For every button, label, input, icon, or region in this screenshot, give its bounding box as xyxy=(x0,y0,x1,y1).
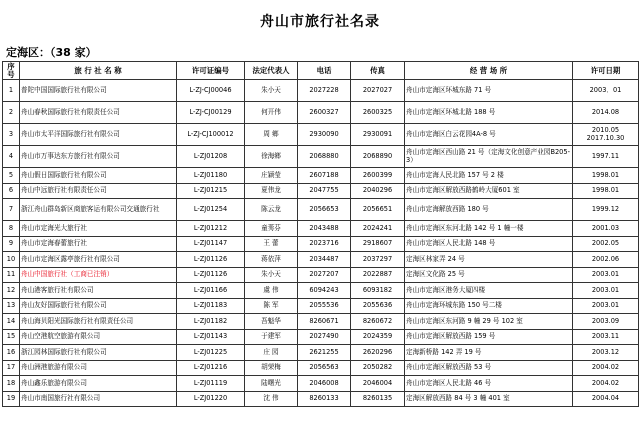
cell-phone: 2056653 xyxy=(298,199,351,221)
table-row xyxy=(3,252,639,268)
cell-name: 舟山市定海春蕾旅行社 xyxy=(20,236,177,252)
cell-fax: 2037297 xyxy=(351,252,405,268)
cell-seq: 2 xyxy=(3,102,20,124)
cell-phone: 8260671 xyxy=(298,314,351,330)
cell-date: 2003.11 xyxy=(573,329,639,345)
cell-license: L-ZJ01180 xyxy=(177,168,245,184)
cell-phone: 2043488 xyxy=(298,221,351,237)
cell-date: 2002.05 xyxy=(573,236,639,252)
table-row xyxy=(3,360,639,376)
cell-seq: 15 xyxy=(3,329,20,345)
cell-license: L-ZJ01182 xyxy=(177,314,245,330)
cell-rep: 何开伟 xyxy=(245,102,298,124)
cell-seq: 4 xyxy=(3,146,20,168)
cell-fax: 2024359 xyxy=(351,329,405,345)
cell-name: 舟山海贝阳光国际旅行社有限责任公司 xyxy=(20,314,177,330)
cell-phone: 2027490 xyxy=(298,329,351,345)
cell-rep: 周 鄉 xyxy=(245,124,298,146)
cell-date: 2003．01 xyxy=(573,80,639,102)
cell-seq: 5 xyxy=(3,168,20,184)
table-row xyxy=(3,124,639,146)
cell-rep: 朱小天 xyxy=(245,80,298,102)
cell-rep: 吾魁华 xyxy=(245,314,298,330)
cell-phone: 2055536 xyxy=(298,298,351,314)
cell-rep: 陈云龙 xyxy=(245,199,298,221)
cell-rep: 徐海鄉 xyxy=(245,146,298,168)
cell-seq: 17 xyxy=(3,360,20,376)
cell-rep: 王 蕾 xyxy=(245,236,298,252)
table-row xyxy=(3,168,639,184)
cell-seq: 12 xyxy=(3,283,20,299)
cell-address: 舟山市定海区环城东路 71 号 xyxy=(405,80,573,102)
table-row xyxy=(3,183,639,199)
cell-phone: 2068880 xyxy=(298,146,351,168)
cell-date: 2004.02 xyxy=(573,376,639,392)
cell-phone: 2930090 xyxy=(298,124,351,146)
cell-name: 舟山市太平洋国际旅行社有限公司 xyxy=(20,124,177,146)
cell-fax: 2918607 xyxy=(351,236,405,252)
cell-fax: 2055636 xyxy=(351,298,405,314)
cell-license: L-ZJ01208 xyxy=(177,146,245,168)
cell-name: 浙江舟山群岛新区商旅客运有限公司交通旅行社 xyxy=(20,199,177,221)
cell-date: 2003.01 xyxy=(573,283,639,299)
cell-rep: 于建军 xyxy=(245,329,298,345)
cell-license: L-ZJ01119 xyxy=(177,376,245,392)
cell-phone: 2046008 xyxy=(298,376,351,392)
cell-phone: 2034487 xyxy=(298,252,351,268)
cell-seq: 6 xyxy=(3,183,20,199)
cell-seq: 10 xyxy=(3,252,20,268)
cell-address: 定海区林家弄 24 号 xyxy=(405,252,573,268)
table-row xyxy=(3,236,639,252)
agency-table xyxy=(2,61,639,407)
cell-date: 2003.01 xyxy=(573,267,639,283)
cell-address: 舟山市定海区白云花园4A-8 号 xyxy=(405,124,573,146)
cell-address: 定海区解放西路 84 号 3 幢 401 室 xyxy=(405,391,573,407)
cell-date: 2003.12 xyxy=(573,345,639,361)
cell-date: 1997.11 xyxy=(573,146,639,168)
header-address: 经 营 场 所 xyxy=(405,62,573,80)
cell-name: 舟山鑫乐旅游有限公司 xyxy=(20,376,177,392)
cell-address: 舟山市定海区解放西路鹤岭大厦601 室 xyxy=(405,183,573,199)
cell-name: 普陀中国国际旅行社有限公司 xyxy=(20,80,177,102)
cell-address: 定海新桥路 142 弄 19 号 xyxy=(405,345,573,361)
cell-name: 舟山友好国际旅行社有限公司 xyxy=(20,298,177,314)
cell-fax: 2600325 xyxy=(351,102,405,124)
cell-address: 舟山市定海人民北路 157 号 2 楼 xyxy=(405,168,573,184)
cell-fax: 2600399 xyxy=(351,168,405,184)
cell-rep: 陆曙光 xyxy=(245,376,298,392)
table-header-row xyxy=(3,62,639,80)
cell-address: 舟山市定海区解放西路 159 号 xyxy=(405,329,573,345)
cell-phone: 2023716 xyxy=(298,236,351,252)
header-seq: 序号 xyxy=(3,62,20,80)
cell-phone: 2047755 xyxy=(298,183,351,199)
cell-seq: 19 xyxy=(3,391,20,407)
cell-license: L-ZJ01166 xyxy=(177,283,245,299)
cell-address: 舟山市定海区人民北路 46 号 xyxy=(405,376,573,392)
cell-fax: 2930091 xyxy=(351,124,405,146)
cell-name: 舟山市万事达东方旅行社有限公司 xyxy=(20,146,177,168)
cell-date: 1998.01 xyxy=(573,183,639,199)
table-row xyxy=(3,329,639,345)
cell-date: 2002.06 xyxy=(573,252,639,268)
cell-license: L-ZJ01215 xyxy=(177,183,245,199)
cell-date: 2010.05 2017.10.30 xyxy=(573,124,639,146)
table-row xyxy=(3,267,639,283)
cell-fax: 2068890 xyxy=(351,146,405,168)
cell-license: L-ZJ-CJ00046 xyxy=(177,80,245,102)
cell-rep: 庄颖莹 xyxy=(245,168,298,184)
cell-seq: 3 xyxy=(3,124,20,146)
cell-fax: 2022887 xyxy=(351,267,405,283)
table-row xyxy=(3,314,639,330)
header-date: 许可日期 xyxy=(573,62,639,80)
cell-address: 舟山市定海环城东路 150 号二楼 xyxy=(405,298,573,314)
table-row xyxy=(3,391,639,407)
cell-seq: 1 xyxy=(3,80,20,102)
cell-phone: 2027228 xyxy=(298,80,351,102)
cell-phone: 2600327 xyxy=(298,102,351,124)
cell-seq: 8 xyxy=(3,221,20,237)
cell-date: 1998.01 xyxy=(573,168,639,184)
cell-fax: 2056651 xyxy=(351,199,405,221)
table-row xyxy=(3,199,639,221)
cell-fax: 8260672 xyxy=(351,314,405,330)
cell-address: 舟山市定海区解放西路 53 号 xyxy=(405,360,573,376)
cell-fax: 2050282 xyxy=(351,360,405,376)
cell-fax: 6093182 xyxy=(351,283,405,299)
cell-rep: 胡荣梅 xyxy=(245,360,298,376)
cell-name: 舟山中远旅行社有限责任公司 xyxy=(20,183,177,199)
header-phone: 电话 xyxy=(298,62,351,80)
cell-fax: 2027027 xyxy=(351,80,405,102)
cell-license: L-ZJ-CJ100012 xyxy=(177,124,245,146)
cell-phone: 2027207 xyxy=(298,267,351,283)
cell-name: 舟山假日国际旅行社有限公司 xyxy=(20,168,177,184)
cell-seq: 16 xyxy=(3,345,20,361)
cell-seq: 14 xyxy=(3,314,20,330)
cell-seq: 13 xyxy=(3,298,20,314)
cell-address: 舟山市定海区人民北路 148 号 xyxy=(405,236,573,252)
cell-fax: 8260135 xyxy=(351,391,405,407)
cell-date: 2001.03 xyxy=(573,221,639,237)
table-row xyxy=(3,298,639,314)
cell-name: 舟山市南国旅行社有限公司 xyxy=(20,391,177,407)
cell-phone: 2607188 xyxy=(298,168,351,184)
cell-name: 舟山中国旅行社（工商已注销） xyxy=(20,267,177,283)
cell-rep: 蒋依萍 xyxy=(245,252,298,268)
cell-date: 2003.01 xyxy=(573,298,639,314)
cell-rep: 夏伟龙 xyxy=(245,183,298,199)
header-rep: 法定代表人 xyxy=(245,62,298,80)
cell-name: 舟山市定海区露亭旅行社有限公司 xyxy=(20,252,177,268)
cell-fax: 2040296 xyxy=(351,183,405,199)
cell-address: 舟山市定海区东河路 9 幢 29 号 102 室 xyxy=(405,314,573,330)
district-label: 定海区：（38 家） xyxy=(6,46,97,59)
cell-date: 2004.02 xyxy=(573,360,639,376)
header-fax: 传真 xyxy=(351,62,405,80)
cell-license: L-ZJ01183 xyxy=(177,298,245,314)
cell-license: L-ZJ01126 xyxy=(177,252,245,268)
cell-license: L-ZJ01143 xyxy=(177,329,245,345)
cell-address: 舟山市定海区环城北路 188 号 xyxy=(405,102,573,124)
cell-address: 舟山市定海区西山路 21 号（定海文化创意产业园B205-3） xyxy=(405,146,573,168)
cell-rep: 童莠芬 xyxy=(245,221,298,237)
cell-name: 浙江园林国际旅行社有限公司 xyxy=(20,345,177,361)
cell-fax: 2024241 xyxy=(351,221,405,237)
cell-license: L-ZJ01147 xyxy=(177,236,245,252)
table-row xyxy=(3,345,639,361)
cell-license: L-ZJ01254 xyxy=(177,199,245,221)
header-name: 旅 行 社 名 称 xyxy=(20,62,177,80)
cell-fax: 2620296 xyxy=(351,345,405,361)
cell-date: 2004.04 xyxy=(573,391,639,407)
cell-name: 舟山洲港旅游有限公司 xyxy=(20,360,177,376)
cell-name: 舟山空港航空旅游有限公司 xyxy=(20,329,177,345)
table-row xyxy=(3,146,639,168)
cell-name: 舟山港客旅行社有限公司 xyxy=(20,283,177,299)
cell-seq: 18 xyxy=(3,376,20,392)
cell-rep: 陈 军 xyxy=(245,298,298,314)
table-row xyxy=(3,221,639,237)
table-row xyxy=(3,80,639,102)
cell-phone: 2056563 xyxy=(298,360,351,376)
cell-seq: 11 xyxy=(3,267,20,283)
cell-name: 舟山春秋国际旅行社有限责任公司 xyxy=(20,102,177,124)
cell-address: 舟山市定海解放西路 180 号 xyxy=(405,199,573,221)
cell-date: 1999.12 xyxy=(573,199,639,221)
cell-rep: 朱小天 xyxy=(245,267,298,283)
header-license: 许可证编号 xyxy=(177,62,245,80)
cell-rep: 虞 伟 xyxy=(245,283,298,299)
cell-phone: 2621255 xyxy=(298,345,351,361)
cell-address: 定海区文化路 25 号 xyxy=(405,267,573,283)
table-row xyxy=(3,102,639,124)
cell-license: L-ZJ01225 xyxy=(177,345,245,361)
cell-license: L-ZJ01126 xyxy=(177,267,245,283)
table-row xyxy=(3,376,639,392)
document-title: 舟山市旅行社名录 xyxy=(260,14,380,30)
cell-seq: 7 xyxy=(3,199,20,221)
cell-license: L-ZJ01212 xyxy=(177,221,245,237)
cell-phone: 8260133 xyxy=(298,391,351,407)
cell-address: 舟山市定海区东河北路 142 号 1 幢一楼 xyxy=(405,221,573,237)
cell-name: 舟山市定海光大旅行社 xyxy=(20,221,177,237)
cell-fax: 2046004 xyxy=(351,376,405,392)
table-body xyxy=(3,80,639,407)
cell-rep: 沈 伟 xyxy=(245,391,298,407)
cell-phone: 6094243 xyxy=(298,283,351,299)
cell-license: L-ZJ01216 xyxy=(177,360,245,376)
cell-rep: 庄 园 xyxy=(245,345,298,361)
table-row xyxy=(3,283,639,299)
cell-date: 2003.09 xyxy=(573,314,639,330)
cell-license: L-ZJ01220 xyxy=(177,391,245,407)
cell-address: 舟山市定海区港务大厦四楼 xyxy=(405,283,573,299)
cell-license: L-ZJ-CJ00129 xyxy=(177,102,245,124)
cell-seq: 9 xyxy=(3,236,20,252)
cell-date: 2014.08 xyxy=(573,102,639,124)
